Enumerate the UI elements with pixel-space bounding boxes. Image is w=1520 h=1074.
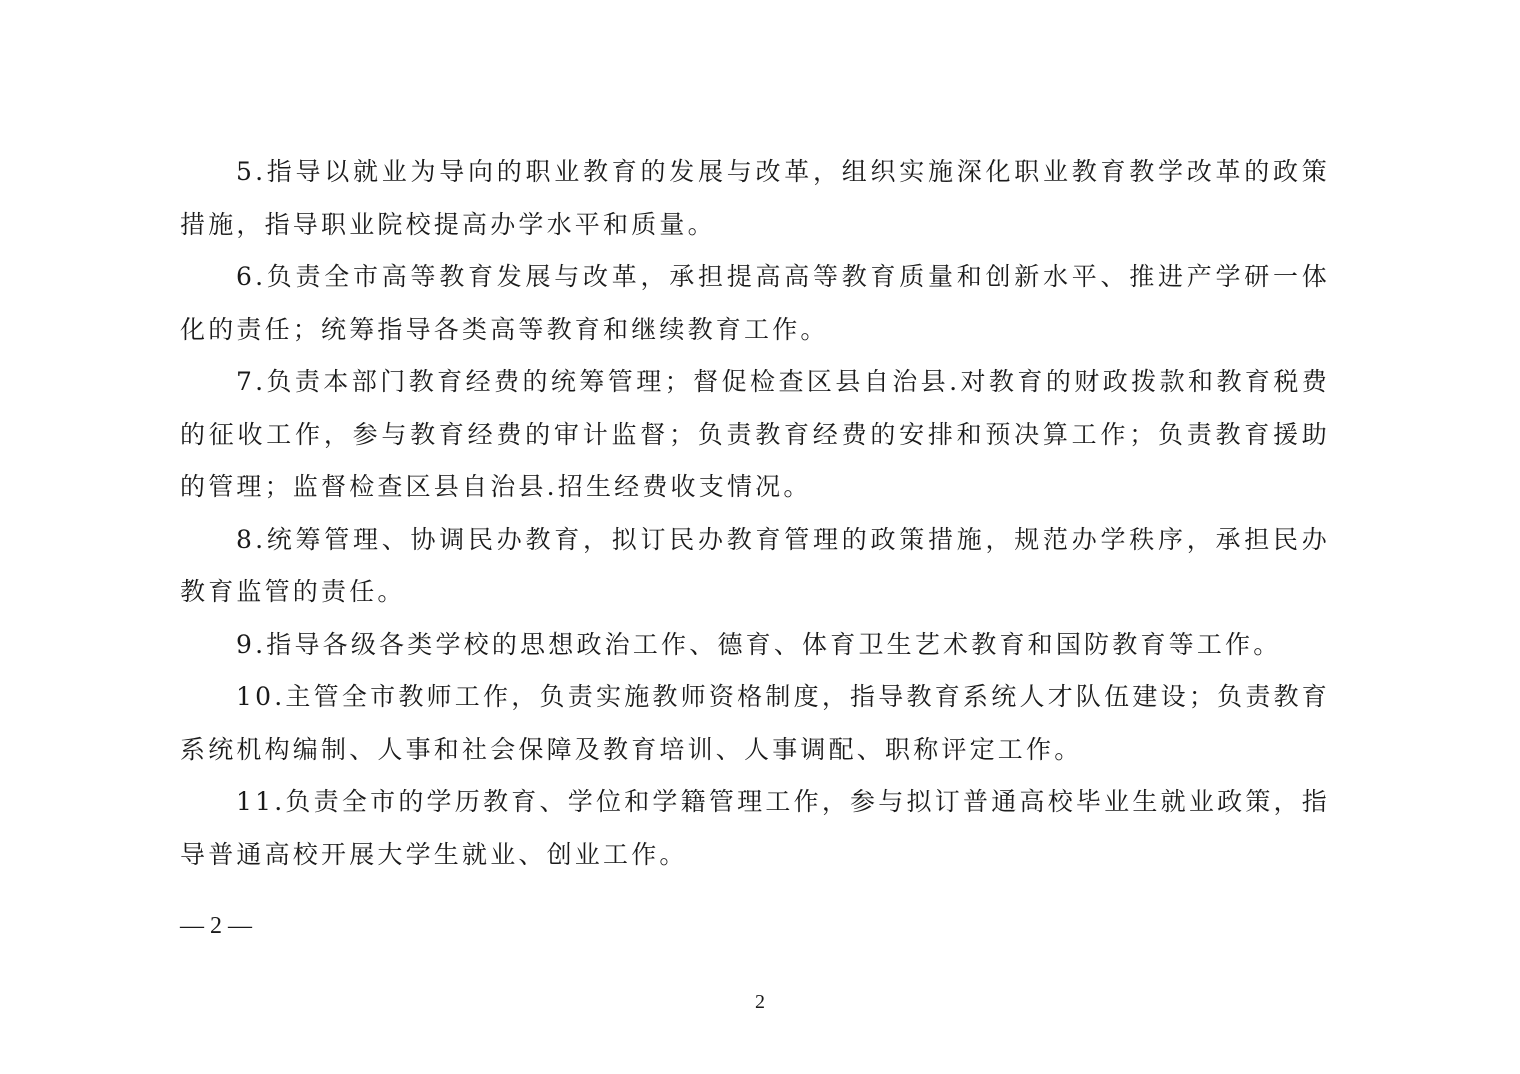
footer-page-marker: — 2 — — [180, 913, 252, 939]
paragraph-item-9: 9.指导各级各类学校的思想政治工作、德育、体育卫生艺术教育和国防教育等工作。 — [236, 629, 1282, 659]
paragraph-item-8: 8.统筹管理、协调民办教育，拟订民办教育管理的政策措施，规范办学秩序，承担民办教育监管的责任。 — [180, 524, 1330, 606]
paragraph-item-10: 10.主管全市教师工作，负责实施教师资格制度，指导教育系统人才队伍建设；负责教育系统机构编制、人事和社会保障及教育培训、人事调配、职称评定工作。 — [180, 682, 1330, 764]
page-number: 2 — [755, 991, 765, 1013]
paragraph-item-6: 6.负责全市高等教育发展与改革，承担提高高等教育质量和创新水平、推进产学研一体化的责任；统筹指导各类高等教育和继续教育工作。 — [180, 262, 1330, 344]
paragraph-item-11: 11.负责全市的学历教育、学位和学籍管理工作，参与拟订普通高校毕业生就业政策，指导普通高校开展大学生就业、创业工作。 — [180, 787, 1330, 869]
paragraph-item-7: 7.负责本部门教育经费的统筹管理；督促检查区县自治县.对教育的财政拨款和教育税费的征收工作，参与教育经费的审计监督；负责教育经费的安排和预决算工作；负责教育援助的管理；监督检查区县自治县.招生经费收支情况。 — [180, 367, 1330, 501]
document-body — [180, 146, 1330, 881]
paragraph-item-5: 5.指导以就业为导向的职业教育的发展与改革，组织实施深化职业教育教学改革的政策措施，指导职业院校提高办学水平和质量。 — [180, 157, 1330, 239]
